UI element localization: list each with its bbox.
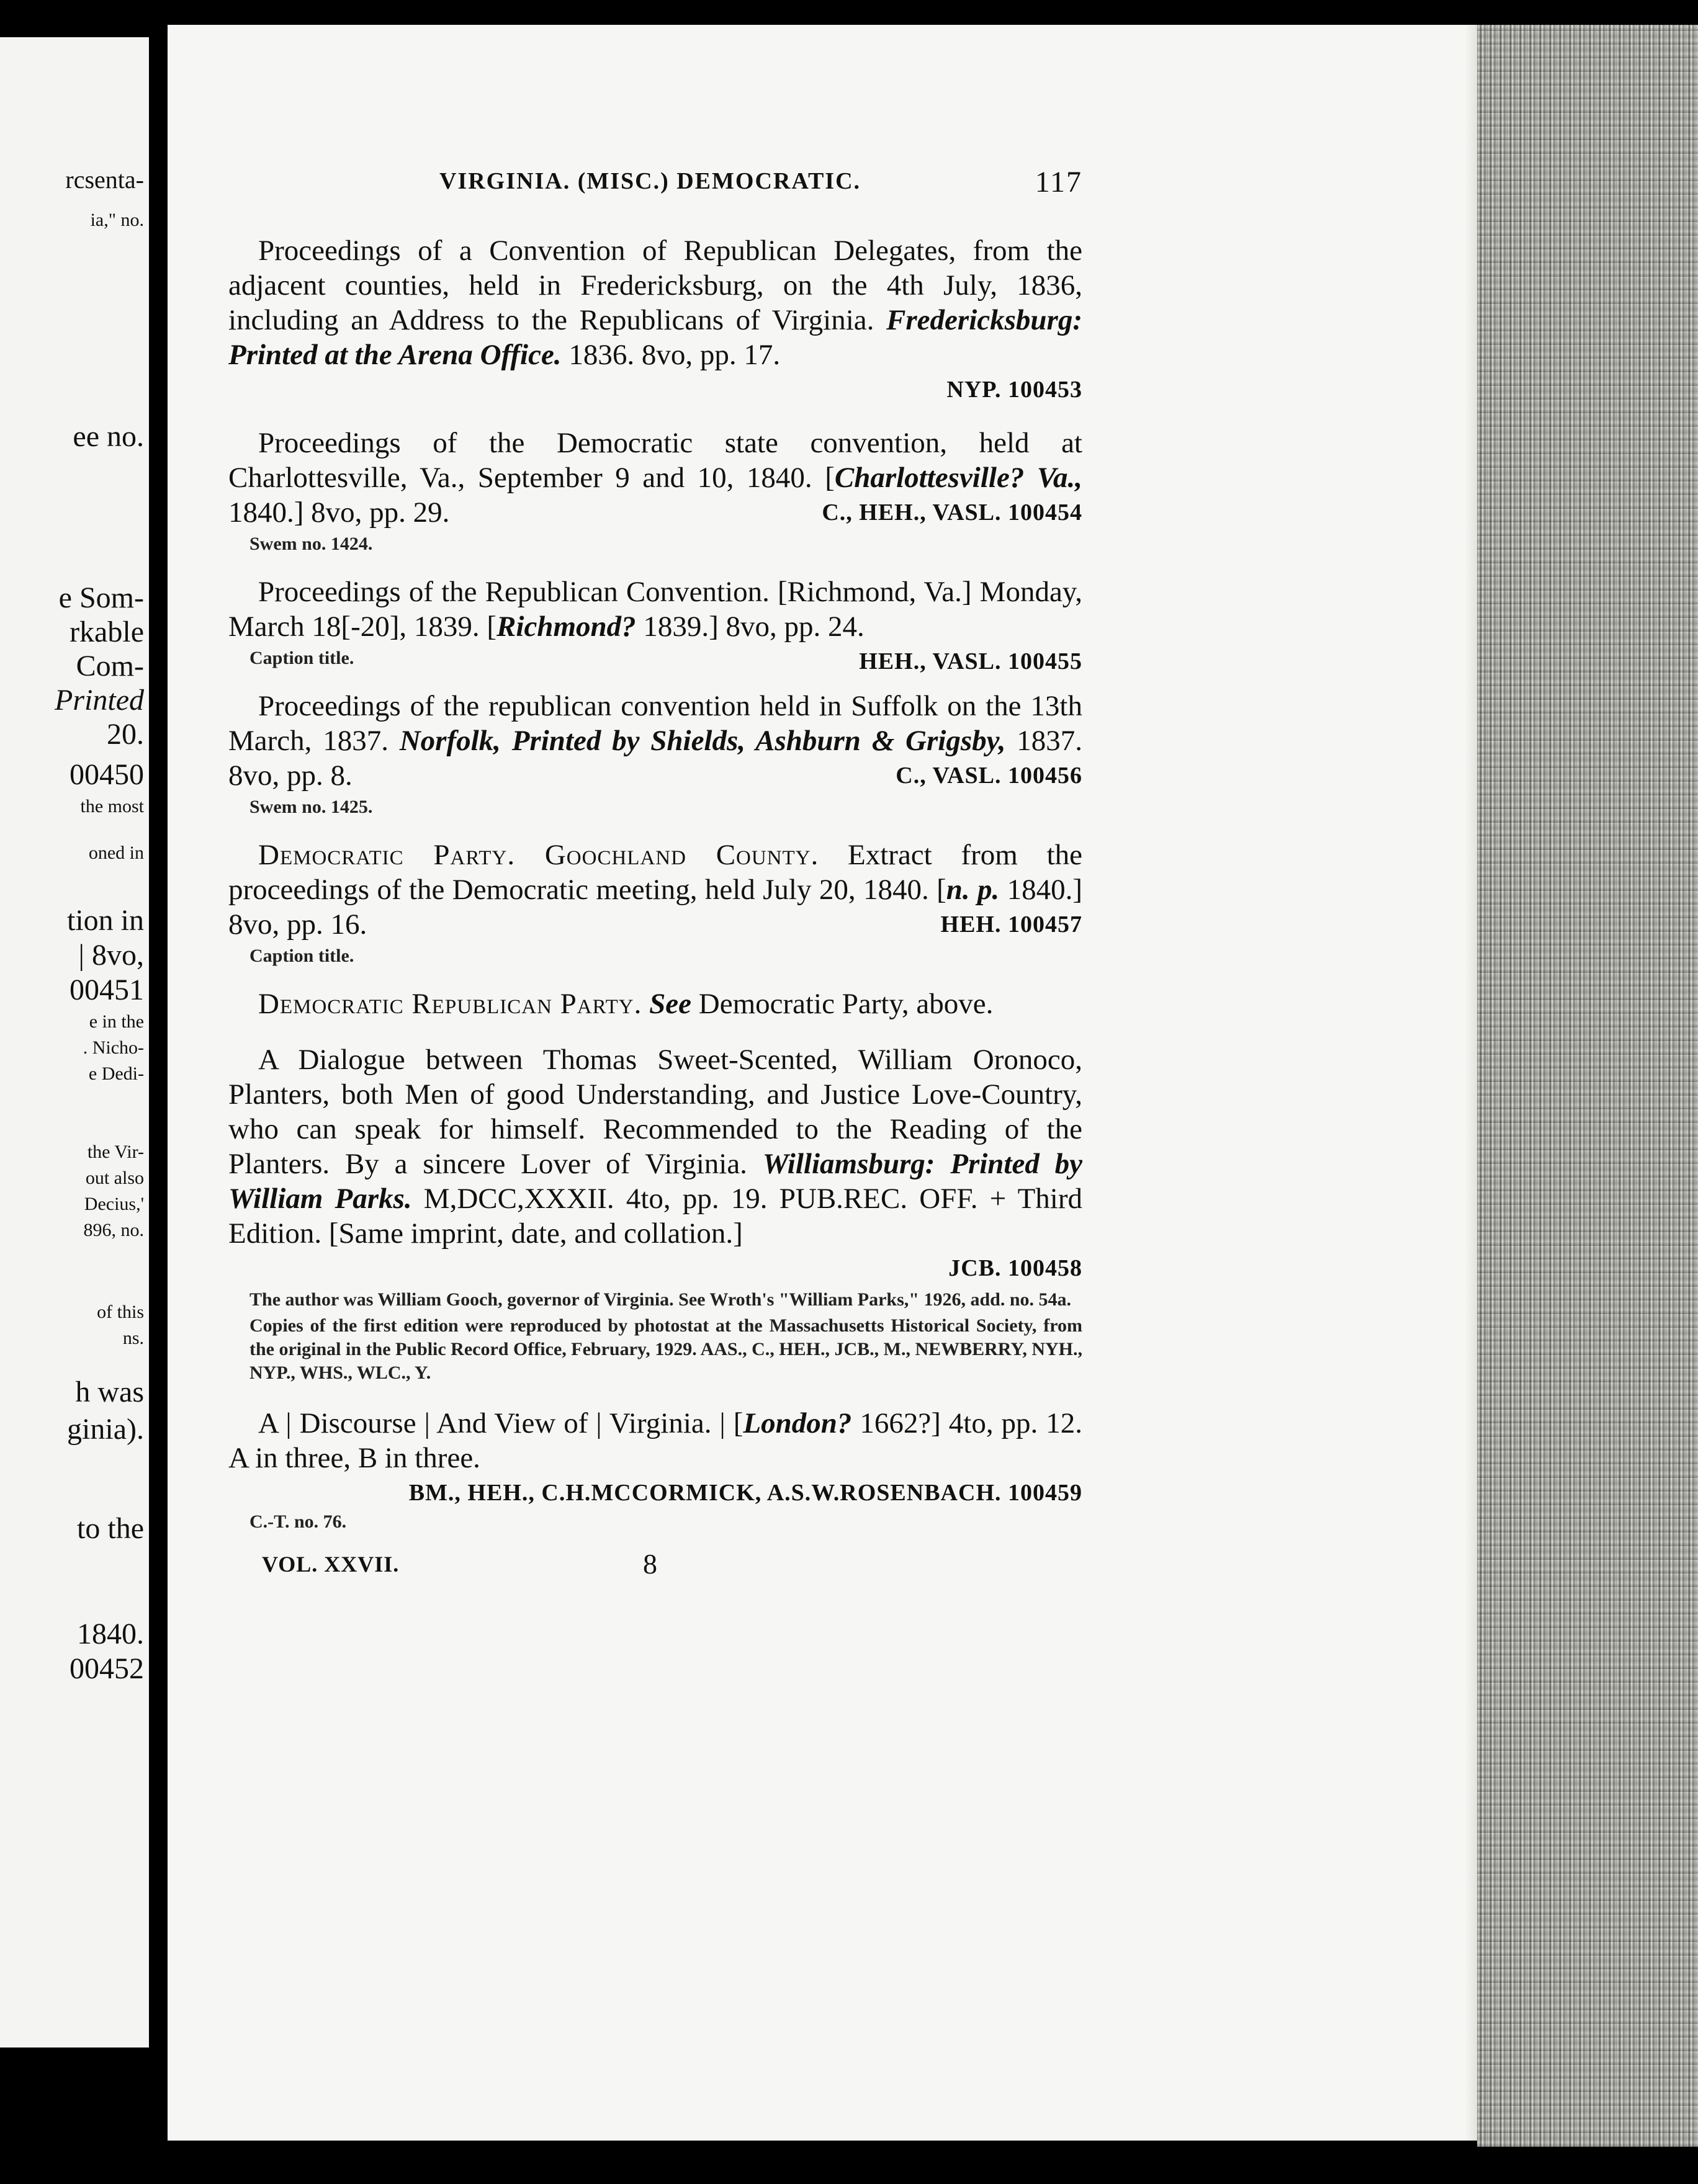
left-page-line: 00451 <box>70 973 144 1006</box>
location-symbols: HEH., VASL. 100455 <box>859 648 1082 674</box>
location-symbols: JCB. 100458 <box>948 1255 1082 1281</box>
left-page-line: Printed <box>55 684 144 717</box>
bibliography-entry <box>228 689 1082 819</box>
left-page-line: rkable <box>70 615 144 648</box>
left-page-line: 00452 <box>70 1652 144 1685</box>
signature-mark: 8 <box>643 1548 657 1580</box>
left-page-line: ia," no. <box>90 210 144 230</box>
left-page-line: Com- <box>76 650 144 682</box>
bibliography-entry <box>228 1042 1082 1385</box>
page-number: 117 <box>1035 166 1082 199</box>
left-page-line: of this <box>97 1302 144 1322</box>
left-page-line: oned in <box>88 843 144 863</box>
page-footer <box>228 1547 1082 1585</box>
bibliography-entry <box>228 575 1082 674</box>
left-page-line: | 8vo, <box>78 939 144 972</box>
entry-note: C.-T. no. 76. <box>249 1511 347 1532</box>
left-page-line: out also <box>85 1168 144 1188</box>
bibliography-entry <box>228 426 1082 556</box>
left-page-line: Decius,' <box>84 1194 144 1214</box>
left-page-line: h was <box>75 1376 144 1408</box>
left-page-line: 1840. <box>77 1618 144 1650</box>
location-symbols: NYP. 100453 <box>946 377 1082 403</box>
entry-note: Copies of the first edition were reproduced by photostat at the Massachusetts Historical Society, from the original in the Public Record Office, February, 1929. AAS., C., HEH., JCB., M., NEWBERRY, NYH., NYP., WHS., WLC., Y. <box>249 1315 1082 1383</box>
left-page-line: tion in <box>66 904 144 937</box>
running-header <box>228 168 1082 211</box>
entry-text: Proceedings of the Democratic state convention, held at Charlottesville, Va., September 9 and 10, 1840. [Charlottesville? Va., 1840.] 8vo, pp. 29. C., HEH., VASL. 100454 <box>228 427 1083 529</box>
page-content <box>228 168 1082 1585</box>
location-symbols: C., VASL. 100456 <box>896 763 1082 789</box>
bibliography-entry <box>228 1406 1082 1534</box>
left-page-line: rcsenta- <box>65 166 144 194</box>
left-page-line: e in the <box>89 1011 144 1032</box>
page-edges <box>1477 25 1698 2147</box>
entry-text: A Dialogue between Thomas Sweet-Scented, William Oronoco, Planters, both Men of good Understanding, and Justice Love-Country, who can speak for himself. Recommended to the Reading of the Planters. By a sincere Lover of Virginia. Williamsburg: Printed by William Parks. M,DCC,XXXII. 4to, pp. 19. PUB.REC. OFF. + Third Edition. [Same imprint, date, and collation.] <box>228 1044 1082 1250</box>
left-page-line: 00450 <box>70 758 144 791</box>
entry-note: Caption title. <box>249 648 354 668</box>
entry-heading: Democratic Party. Goochland County. <box>258 839 819 871</box>
left-facing-page <box>0 37 149 2048</box>
entry-note: Swem no. 1424. <box>249 534 373 554</box>
location-symbols: HEH. 100457 <box>940 911 1082 938</box>
left-page-line: ee no. <box>73 420 144 453</box>
entry-text: Proceedings of a Convention of Republican Delegates, from the adjacent counties, held in Fredericksburg, on the 4th July, 1836, including an Address to the Republicans of Virginia. Fredericksburg: Printed at the Arena Office. 1836. 8vo, pp. 17. <box>228 235 1082 371</box>
bibliography-entry <box>228 233 1082 407</box>
left-page-line: the most <box>80 796 144 817</box>
left-page-line: the Vir- <box>87 1142 144 1162</box>
location-symbols: C., HEH., VASL. 100454 <box>822 499 1082 526</box>
left-page-line: . Nicho- <box>83 1037 144 1058</box>
left-page-line: e Dedi- <box>88 1063 144 1084</box>
cross-reference-entry <box>228 987 1082 1021</box>
left-page-line: 896, no. <box>83 1220 144 1240</box>
location-symbols: BM., HEH., C.H.MCCORMICK, A.S.W.ROSENBACH. 100459 <box>408 1480 1082 1506</box>
bibliography-entry <box>228 838 1082 968</box>
entry-note: The author was William Gooch, governor of Virginia. See Wroth's "William Parks," 1926, add. no. 54a. <box>249 1289 1071 1310</box>
entry-text: Proceedings of the republican convention held in Suffolk on the 13th March, 1837. Norfolk, Printed by Shields, Ashburn & Grigsby, 1837. 8vo, pp. 8. C., VASL. 100456 <box>228 690 1083 792</box>
volume-label: VOL. XXVII. <box>262 1552 400 1577</box>
running-title: VIRGINIA. (MISC.) DEMOCRATIC. <box>439 168 861 194</box>
entry-text: Democratic Republican Party. See Democratic Party, above. <box>258 988 994 1020</box>
entry-note: Caption title. <box>249 946 354 966</box>
left-page-line: to the <box>77 1512 144 1545</box>
entry-note: Swem no. 1425. <box>249 797 373 817</box>
left-page-line: e Som- <box>58 581 144 614</box>
left-page-line: ns. <box>122 1328 144 1348</box>
left-page-line: 20. <box>107 718 144 751</box>
entry-text: A | Discourse | And View of | Virginia. | [London? 1662?] 4to, pp. 12. A in three, B in three. <box>228 1407 1082 1474</box>
entry-text: Proceedings of the Republican Convention. [Richmond, Va.] Monday, March 18[-20], 1839. [Richmond? 1839.] 8vo, pp. 24. HEH., VASL. 100455 <box>228 575 1082 644</box>
entry-text: Democratic Party. Goochland County. Extract from the proceedings of the Democratic meeting, held July 20, 1840. [n. p. 1840.] 8vo, pp. 16. HEH. 100457 <box>228 839 1083 941</box>
entry-heading: Democratic Republican Party. <box>258 988 642 1020</box>
left-page-line: ginia). <box>67 1413 144 1446</box>
